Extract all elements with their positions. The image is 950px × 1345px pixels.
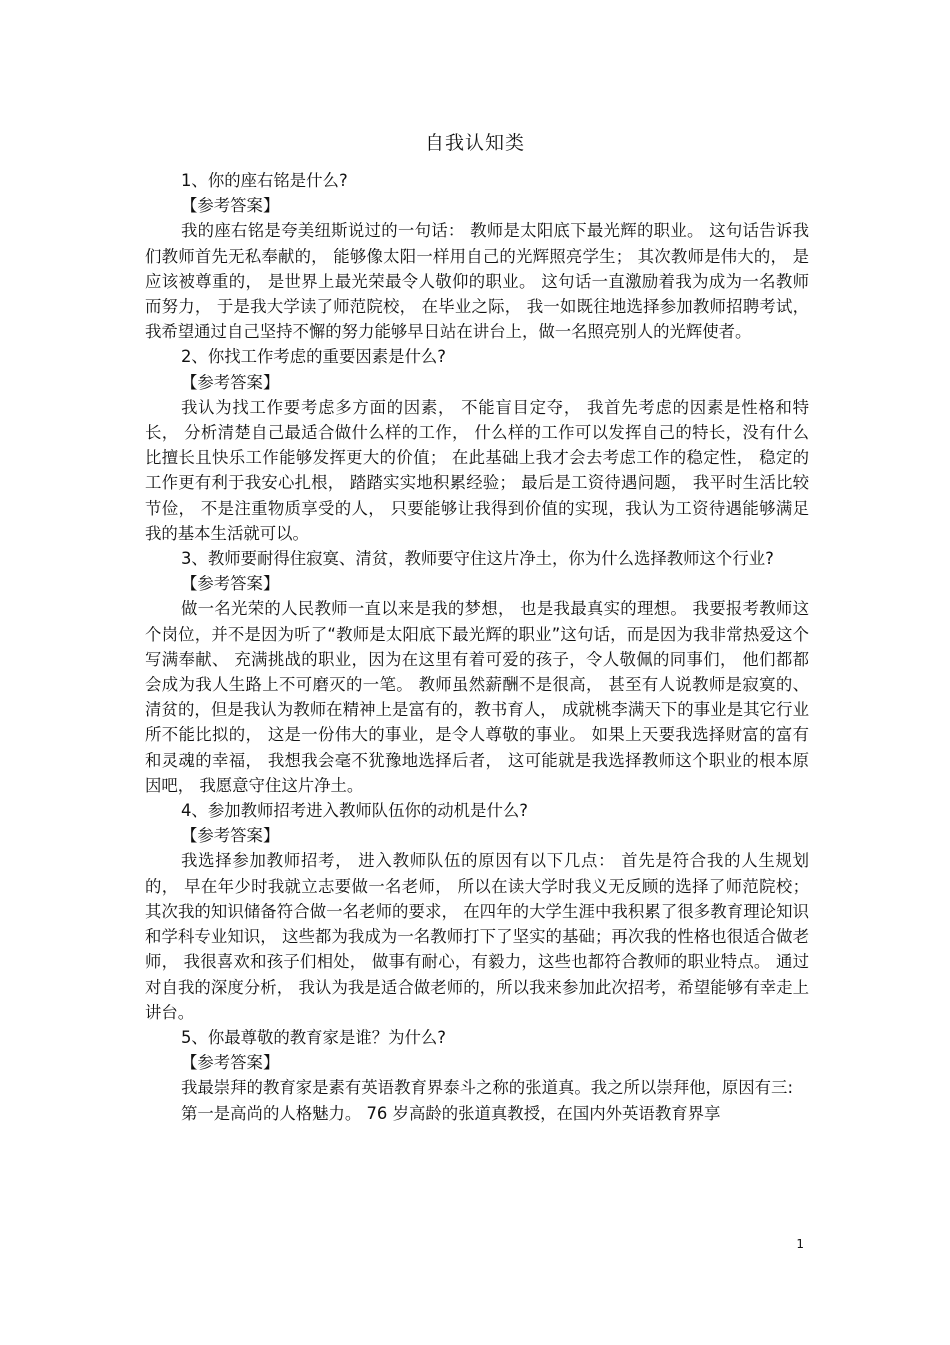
answer-label-5: 【参考答案】 (181, 1053, 280, 1073)
document-body (145, 168, 809, 1126)
answer-paragraph-5b: 第一是高尚的人格魅力。 76 岁高龄的张道真教授，在国内外英语教育界享 (181, 1103, 721, 1123)
page-title: 自我认知类 (424, 132, 525, 154)
question-3: 3、教师要耐得住寂寞、清贫，教师要守住这片净土，你为什么选择教师这个行业? (181, 549, 774, 569)
question-1: 1、你的座右铭是什么? (181, 171, 348, 190)
answer-paragraph-5a: 我最崇拜的教育家是素有英语教育界泰斗之称的张道真。我之所以崇拜他，原因有三: (181, 1078, 793, 1098)
answer-paragraph-3: 做一名光荣的人民教师一直以来是我的梦想， 也是我最真实的理想。 我要报考教师这个岗位，并不是因为听了“教师是太阳底下最光辉的职业”这句话，而是因为我非常热爱这个写满奉献、 充满挑战的职业，因为在这里有着可爱的孩子，令人敬佩的同事们， 他们都都会成为我人生路上不可磨灭的一笔。 教师虽然薪酬不是很高， 甚至有人说教师是寂寞的、 清贫的，但是我认为教师在精神上是富有的，教书育人， 成就桃李满天下的事业是其它行业所不能比拟的， 这是一份伟大的事业，是令人尊敬的事业。 如果上天要我选择财富的富有和灵魂的幸福， 我想我会毫不犹豫地选择后者， 这可能就是我选择教师这个职业的根本原因吧， 我愿意守住这片净土。 (145, 599, 809, 795)
page-number: 1 (796, 1237, 804, 1251)
question-2: 2、你找工作考虑的重要因素是什么? (181, 347, 446, 367)
answer-label-4: 【参考答案】 (181, 826, 280, 846)
question-4: 4、参加教师招考进入教师队伍你的动机是什么? (181, 801, 528, 821)
answer-label-1: 【参考答案】 (181, 196, 280, 216)
answer-paragraph-2: 我认为找工作要考虑多方面的因素， 不能盲目定夺， 我首先考虑的因素是性格和特长， 分析清楚自己最适合做什么样的工作， 什么样的工作可以发挥自己的特长，没有什么比擅长且快乐工作能够发挥更大的价值； 在此基础上我才会去考虑工作的稳定性， 稳定的工作更有利于我安心扎根， 踏踏实实地积累经验； 最后是工资待遇问题， 我平时生活比较节俭， 不是注重物质享受的人， 只要能够让我得到价值的实现，我认为工资待遇能够满足我的基本生活就可以。 (145, 397, 809, 543)
answer-paragraph-4: 我选择参加教师招考， 进入教师队伍的原因有以下几点： 首先是符合我的人生规划的， 早在年少时我就立志要做一名老师， 所以在读大学时我义无反顾的选择了师范院校； 其次我的知识储备符合做一名老师的要求， 在四年的大学生涯中我积累了很多教育理论知识和学科专业知识， 这些都为我成为一名教师打下了坚实的基础；再次我的性格也很适合做老师， 我很喜欢和孩子们相处， 做事有耐心，有毅力，这些也都符合教师的职业特点。 通过对自我的深度分析， 我认为我是适合做老师的，所以我来参加此次招考，希望能够有幸走上讲台。 (145, 851, 809, 1022)
question-5: 5、你最尊敬的教育家是谁？为什么? (181, 1027, 446, 1047)
answer-label-2: 【参考答案】 (181, 372, 280, 392)
answer-paragraph-1: 我的座右铭是夸美纽斯说过的一句话： 教师是太阳底下最光辉的职业。 这句话告诉我们教师首先无私奉献的， 能够像太阳一样用自己的光辉照亮学生； 其次教师是伟大的， 是应该被尊重的， 是世界上最光荣最令人敬仰的职业。 这句话一直激励着我为成为一名教师而努力， 于是我大学读了师范院校， 在毕业之际， 我一如既往地选择参加教师招聘考试， 我希望通过自己坚持不懈的努力能够早日站在讲台上，做一名照亮别人的光辉使者。 (145, 221, 809, 342)
answer-label-3: 【参考答案】 (181, 574, 280, 594)
